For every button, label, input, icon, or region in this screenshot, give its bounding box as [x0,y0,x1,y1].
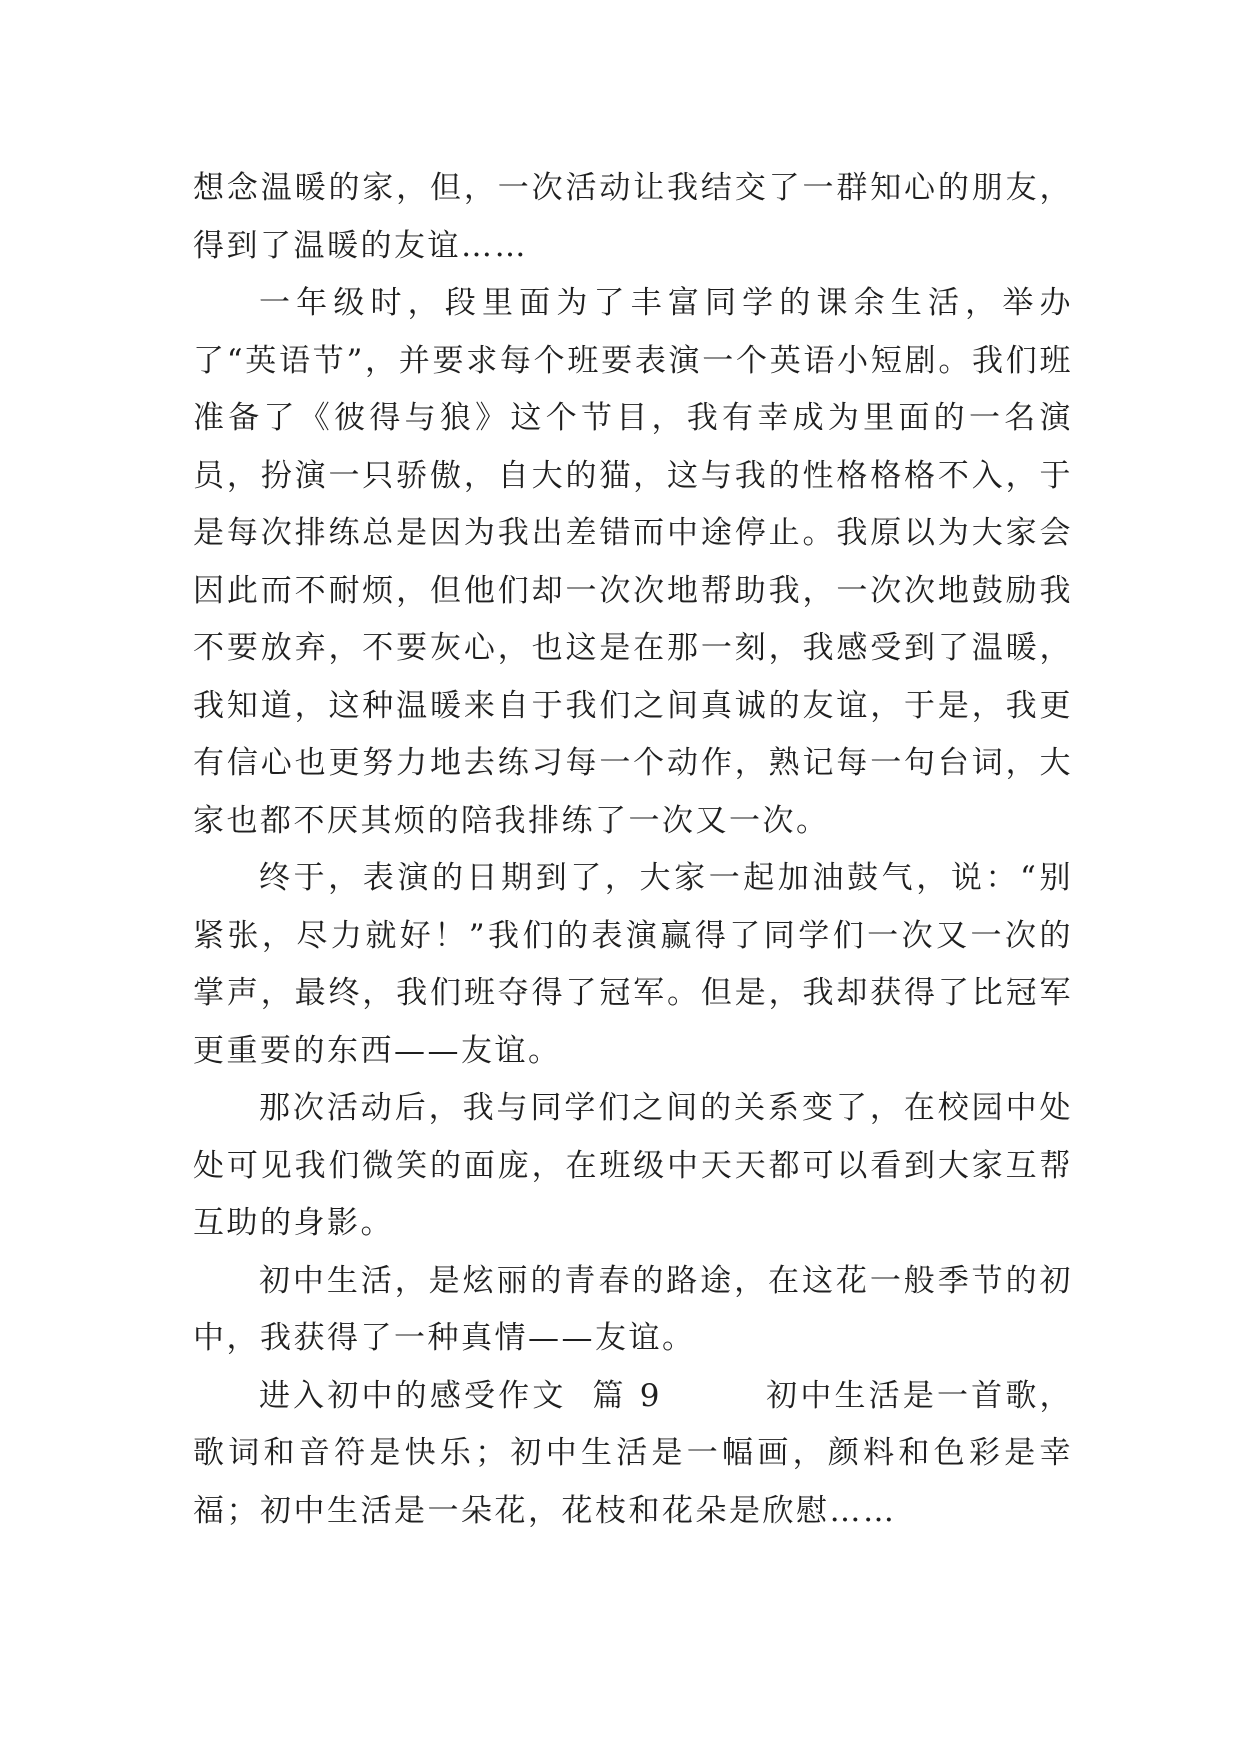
paragraph-4: 那次活动后，我与同学们之间的关系变了，在校园中处处可见我们微笑的面庞，在班级中天天都可以看到大家互帮互助的身影。 [193,1090,1073,1241]
article-body [193,160,1073,1540]
paragraph-2: 一年级时，段里面为了丰富同学的课余生活，举办了“英语节”，并要求每个班要表演一个英语小短剧。我们班准备了《彼得与狼》这个节目，我有幸成为里面的一名演员，扮演一只骄傲，自大的猫，这与我的性格格格不入，于是每次排练总是因为我出差错而中途停止。我原以为大家会因此而不耐烦，但他们却一次次地帮助我，一次次地鼓励我不要放弃，不要灰心，也这是在那一刻，我感受到了温暖，我知道，这种温暖来自于我们之间真诚的友谊，于是，我更有信心也更努力地去练习每一个动作，熟记每一句台词，大家也都不厌其烦的陪我排练了一次又一次。 [193,285,1073,839]
paragraph-6: 进入初中的感受作文 篇 9 初中生活是一首歌，歌词和音符是快乐；初中生活是一幅画，颜料和色彩是幸福；初中生活是一朵花，花枝和花朵是欣慰…… [193,1377,1073,1529]
paragraph-3: 终于，表演的日期到了，大家一起加油鼓气，说：“别紧张，尽力就好！”我们的表演赢得了同学们一次又一次的掌声，最终，我们班夺得了冠军。但是，我却获得了比冠军更重要的东西——友谊。 [193,860,1073,1069]
paragraph-1: 想念温暖的家，但，一次活动让我结交了一群知心的朋友，得到了温暖的友谊…… [193,170,1073,264]
paragraph-5: 初中生活，是炫丽的青春的路途，在这花一般季节的初中，我获得了一种真情——友谊。 [193,1262,1073,1356]
